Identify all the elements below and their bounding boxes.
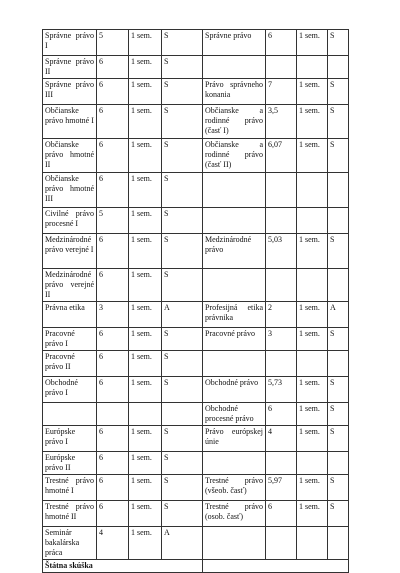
equivalent-subject-cell: Pracovné právo xyxy=(203,328,266,351)
equivalent-subject-cell xyxy=(203,208,266,234)
equivalent-type-cell xyxy=(328,56,349,79)
equivalent-type-cell: S xyxy=(328,377,349,403)
equivalent-subject-cell xyxy=(203,351,266,377)
type-cell xyxy=(162,403,203,426)
type-cell: A xyxy=(162,527,203,560)
equivalent-credits-cell: 6 xyxy=(266,403,297,426)
duration-cell: 1 sem. xyxy=(129,452,162,475)
subject-name-cell: Občianske právo hmotné III xyxy=(43,173,97,208)
equivalent-subject-cell: Právo európskej únie xyxy=(203,426,266,452)
type-cell: S xyxy=(162,501,203,527)
table-row xyxy=(43,139,349,173)
equivalent-credits-cell xyxy=(266,351,297,377)
table-row xyxy=(43,269,349,302)
credits-cell xyxy=(97,403,129,426)
table-row xyxy=(43,328,349,351)
equivalent-credits-cell xyxy=(266,56,297,79)
type-cell: S xyxy=(162,105,203,139)
subject-name-cell: Pracovné právo I xyxy=(43,328,97,351)
table-row xyxy=(43,56,349,79)
equivalent-duration-cell: 1 sem. xyxy=(297,79,328,105)
type-cell: S xyxy=(162,377,203,403)
subject-name-cell: Pracovné právo II xyxy=(43,351,97,377)
equivalent-duration-cell: 1 sem. xyxy=(297,475,328,501)
equivalent-duration-cell xyxy=(297,208,328,234)
equivalent-type-cell: S xyxy=(328,234,349,269)
credits-cell: 4 xyxy=(97,527,129,560)
duration-cell: 1 sem. xyxy=(129,105,162,139)
table-row xyxy=(43,452,349,475)
equivalent-type-cell: S xyxy=(328,30,349,56)
equivalent-type-cell xyxy=(328,173,349,208)
equivalent-credits-cell: 2 xyxy=(266,302,297,328)
equivalent-credits-cell xyxy=(266,208,297,234)
duration-cell: 1 sem. xyxy=(129,475,162,501)
equivalent-credits-cell: 5,03 xyxy=(266,234,297,269)
subject-name-cell: Trestné právo hmotné I xyxy=(43,475,97,501)
type-cell: S xyxy=(162,351,203,377)
type-cell: S xyxy=(162,234,203,269)
duration-cell: 1 sem. xyxy=(129,328,162,351)
table-row xyxy=(43,403,349,426)
credits-cell: 6 xyxy=(97,328,129,351)
credits-cell: 3 xyxy=(97,302,129,328)
subject-name-cell: Seminár bakalárska práca xyxy=(43,527,97,560)
table-row xyxy=(43,527,349,560)
credits-cell: 6 xyxy=(97,475,129,501)
equivalent-type-cell: S xyxy=(328,328,349,351)
equivalent-duration-cell xyxy=(297,452,328,475)
type-cell: S xyxy=(162,452,203,475)
credits-cell: 6 xyxy=(97,501,129,527)
type-cell: S xyxy=(162,139,203,173)
equivalent-duration-cell: 1 sem. xyxy=(297,403,328,426)
equivalent-type-cell: S xyxy=(328,501,349,527)
equivalent-subject-cell: Obchodné procesné právo xyxy=(203,403,266,426)
subject-name-cell: Medzinárodné právo verejné II xyxy=(43,269,97,302)
table-row xyxy=(43,234,349,269)
subject-name-cell: Správne právo II xyxy=(43,56,97,79)
duration-cell xyxy=(129,403,162,426)
equivalent-duration-cell: 1 sem. xyxy=(297,426,328,452)
subject-name-cell: Európske právo I xyxy=(43,426,97,452)
duration-cell: 1 sem. xyxy=(129,351,162,377)
equivalent-type-cell: S xyxy=(328,79,349,105)
credits-cell: 6 xyxy=(97,56,129,79)
equivalent-duration-cell xyxy=(297,351,328,377)
subject-name-cell: Právna etika xyxy=(43,302,97,328)
table-body xyxy=(43,30,349,573)
subject-name-cell: Správne právo I xyxy=(43,30,97,56)
table-row xyxy=(43,475,349,501)
duration-cell: 1 sem. xyxy=(129,426,162,452)
equivalent-credits-cell: 5,73 xyxy=(266,377,297,403)
type-cell: S xyxy=(162,79,203,105)
equivalent-subject-cell: Profesijná etika právnika xyxy=(203,302,266,328)
type-cell: S xyxy=(162,269,203,302)
equivalent-subject-cell: Trestné právo (všeob. časť) xyxy=(203,475,266,501)
subject-name-cell xyxy=(43,403,97,426)
equivalent-subject-cell: Právo správneho konania xyxy=(203,79,266,105)
equivalent-duration-cell: 1 sem. xyxy=(297,501,328,527)
equivalent-credits-cell xyxy=(266,527,297,560)
type-cell: S xyxy=(162,475,203,501)
credits-cell: 6 xyxy=(97,426,129,452)
credits-cell: 6 xyxy=(97,351,129,377)
equivalent-duration-cell xyxy=(297,269,328,302)
type-cell: S xyxy=(162,426,203,452)
equivalent-subject-cell xyxy=(203,269,266,302)
equivalent-duration-cell: 1 sem. xyxy=(297,30,328,56)
credits-cell: 6 xyxy=(97,234,129,269)
subject-name-cell: Civilné právo procesné I xyxy=(43,208,97,234)
equivalent-subject-cell: Medzinárodné právo xyxy=(203,234,266,269)
equivalent-credits-cell: 7 xyxy=(266,79,297,105)
equivalent-subject-cell xyxy=(203,527,266,560)
duration-cell: 1 sem. xyxy=(129,234,162,269)
subject-name-cell: Občianske právo hmotné I xyxy=(43,105,97,139)
duration-cell: 1 sem. xyxy=(129,139,162,173)
equivalent-credits-cell: 4 xyxy=(266,426,297,452)
equivalent-type-cell xyxy=(328,208,349,234)
state-exam-equivalent-cell xyxy=(203,560,349,573)
duration-cell: 1 sem. xyxy=(129,527,162,560)
table-row xyxy=(43,30,349,56)
course-equivalence-table xyxy=(42,29,349,573)
subject-name-cell: Európske právo II xyxy=(43,452,97,475)
equivalent-credits-cell xyxy=(266,452,297,475)
equivalent-type-cell: S xyxy=(328,475,349,501)
duration-cell: 1 sem. xyxy=(129,30,162,56)
equivalent-type-cell xyxy=(328,269,349,302)
equivalent-credits-cell: 5,97 xyxy=(266,475,297,501)
type-cell: S xyxy=(162,56,203,79)
equivalent-duration-cell: 1 sem. xyxy=(297,377,328,403)
credits-cell: 6 xyxy=(97,377,129,403)
equivalent-type-cell xyxy=(328,351,349,377)
credits-cell: 6 xyxy=(97,452,129,475)
equivalent-duration-cell: 1 sem. xyxy=(297,139,328,173)
duration-cell: 1 sem. xyxy=(129,501,162,527)
duration-cell: 1 sem. xyxy=(129,302,162,328)
table-row xyxy=(43,173,349,208)
equivalent-type-cell: S xyxy=(328,403,349,426)
type-cell: S xyxy=(162,328,203,351)
equivalent-duration-cell: 1 sem. xyxy=(297,302,328,328)
equivalent-duration-cell xyxy=(297,527,328,560)
credits-cell: 6 xyxy=(97,269,129,302)
table-row xyxy=(43,351,349,377)
equivalent-subject-cell: Občianske a rodinné právo (časť I) xyxy=(203,105,266,139)
equivalent-subject-cell xyxy=(203,452,266,475)
type-cell: A xyxy=(162,302,203,328)
duration-cell: 1 sem. xyxy=(129,173,162,208)
equivalent-duration-cell: 1 sem. xyxy=(297,105,328,139)
type-cell: S xyxy=(162,173,203,208)
equivalent-type-cell: S xyxy=(328,105,349,139)
equivalent-credits-cell xyxy=(266,173,297,208)
table-row xyxy=(43,208,349,234)
credits-cell: 6 xyxy=(97,139,129,173)
equivalent-type-cell: S xyxy=(328,139,349,173)
equivalent-subject-cell: Občianske a rodinné právo (časť II) xyxy=(203,139,266,173)
equivalent-credits-cell: 6 xyxy=(266,30,297,56)
equivalent-subject-cell: Trestné právo (osob. časť) xyxy=(203,501,266,527)
credits-cell: 6 xyxy=(97,79,129,105)
equivalent-subject-cell xyxy=(203,56,266,79)
subject-name-cell: Občianske právo hmotné II xyxy=(43,139,97,173)
equivalent-credits-cell: 6 xyxy=(266,501,297,527)
table-row xyxy=(43,377,349,403)
table-row xyxy=(43,501,349,527)
equivalent-type-cell: S xyxy=(328,426,349,452)
equivalent-credits-cell xyxy=(266,269,297,302)
equivalent-credits-cell: 3,5 xyxy=(266,105,297,139)
table-row xyxy=(43,79,349,105)
subject-name-cell: Správne právo III xyxy=(43,79,97,105)
table-row xyxy=(43,426,349,452)
duration-cell: 1 sem. xyxy=(129,377,162,403)
equivalent-subject-cell: Obchodné právo xyxy=(203,377,266,403)
state-exam-label: Štátna skúška xyxy=(43,560,203,573)
equivalent-duration-cell: 1 sem. xyxy=(297,328,328,351)
equivalent-subject-cell: Správne právo xyxy=(203,30,266,56)
credits-cell: 5 xyxy=(97,208,129,234)
equivalent-subject-cell xyxy=(203,173,266,208)
equivalent-duration-cell xyxy=(297,56,328,79)
table-footer-row xyxy=(43,560,349,573)
credits-cell: 5 xyxy=(97,30,129,56)
subject-name-cell: Trestné právo hmotné II xyxy=(43,501,97,527)
table-row xyxy=(43,105,349,139)
equivalent-credits-cell: 6,07 xyxy=(266,139,297,173)
duration-cell: 1 sem. xyxy=(129,208,162,234)
table-row xyxy=(43,302,349,328)
duration-cell: 1 sem. xyxy=(129,56,162,79)
equivalent-duration-cell xyxy=(297,173,328,208)
credits-cell: 6 xyxy=(97,105,129,139)
equivalent-duration-cell: 1 sem. xyxy=(297,234,328,269)
duration-cell: 1 sem. xyxy=(129,79,162,105)
credits-cell: 6 xyxy=(97,173,129,208)
duration-cell: 1 sem. xyxy=(129,269,162,302)
equivalent-credits-cell: 3 xyxy=(266,328,297,351)
equivalent-type-cell: A xyxy=(328,302,349,328)
subject-name-cell: Obchodné právo I xyxy=(43,377,97,403)
subject-name-cell: Medzinárodné právo verejné I xyxy=(43,234,97,269)
type-cell: S xyxy=(162,30,203,56)
type-cell: S xyxy=(162,208,203,234)
equivalent-type-cell xyxy=(328,452,349,475)
equivalent-type-cell xyxy=(328,527,349,560)
